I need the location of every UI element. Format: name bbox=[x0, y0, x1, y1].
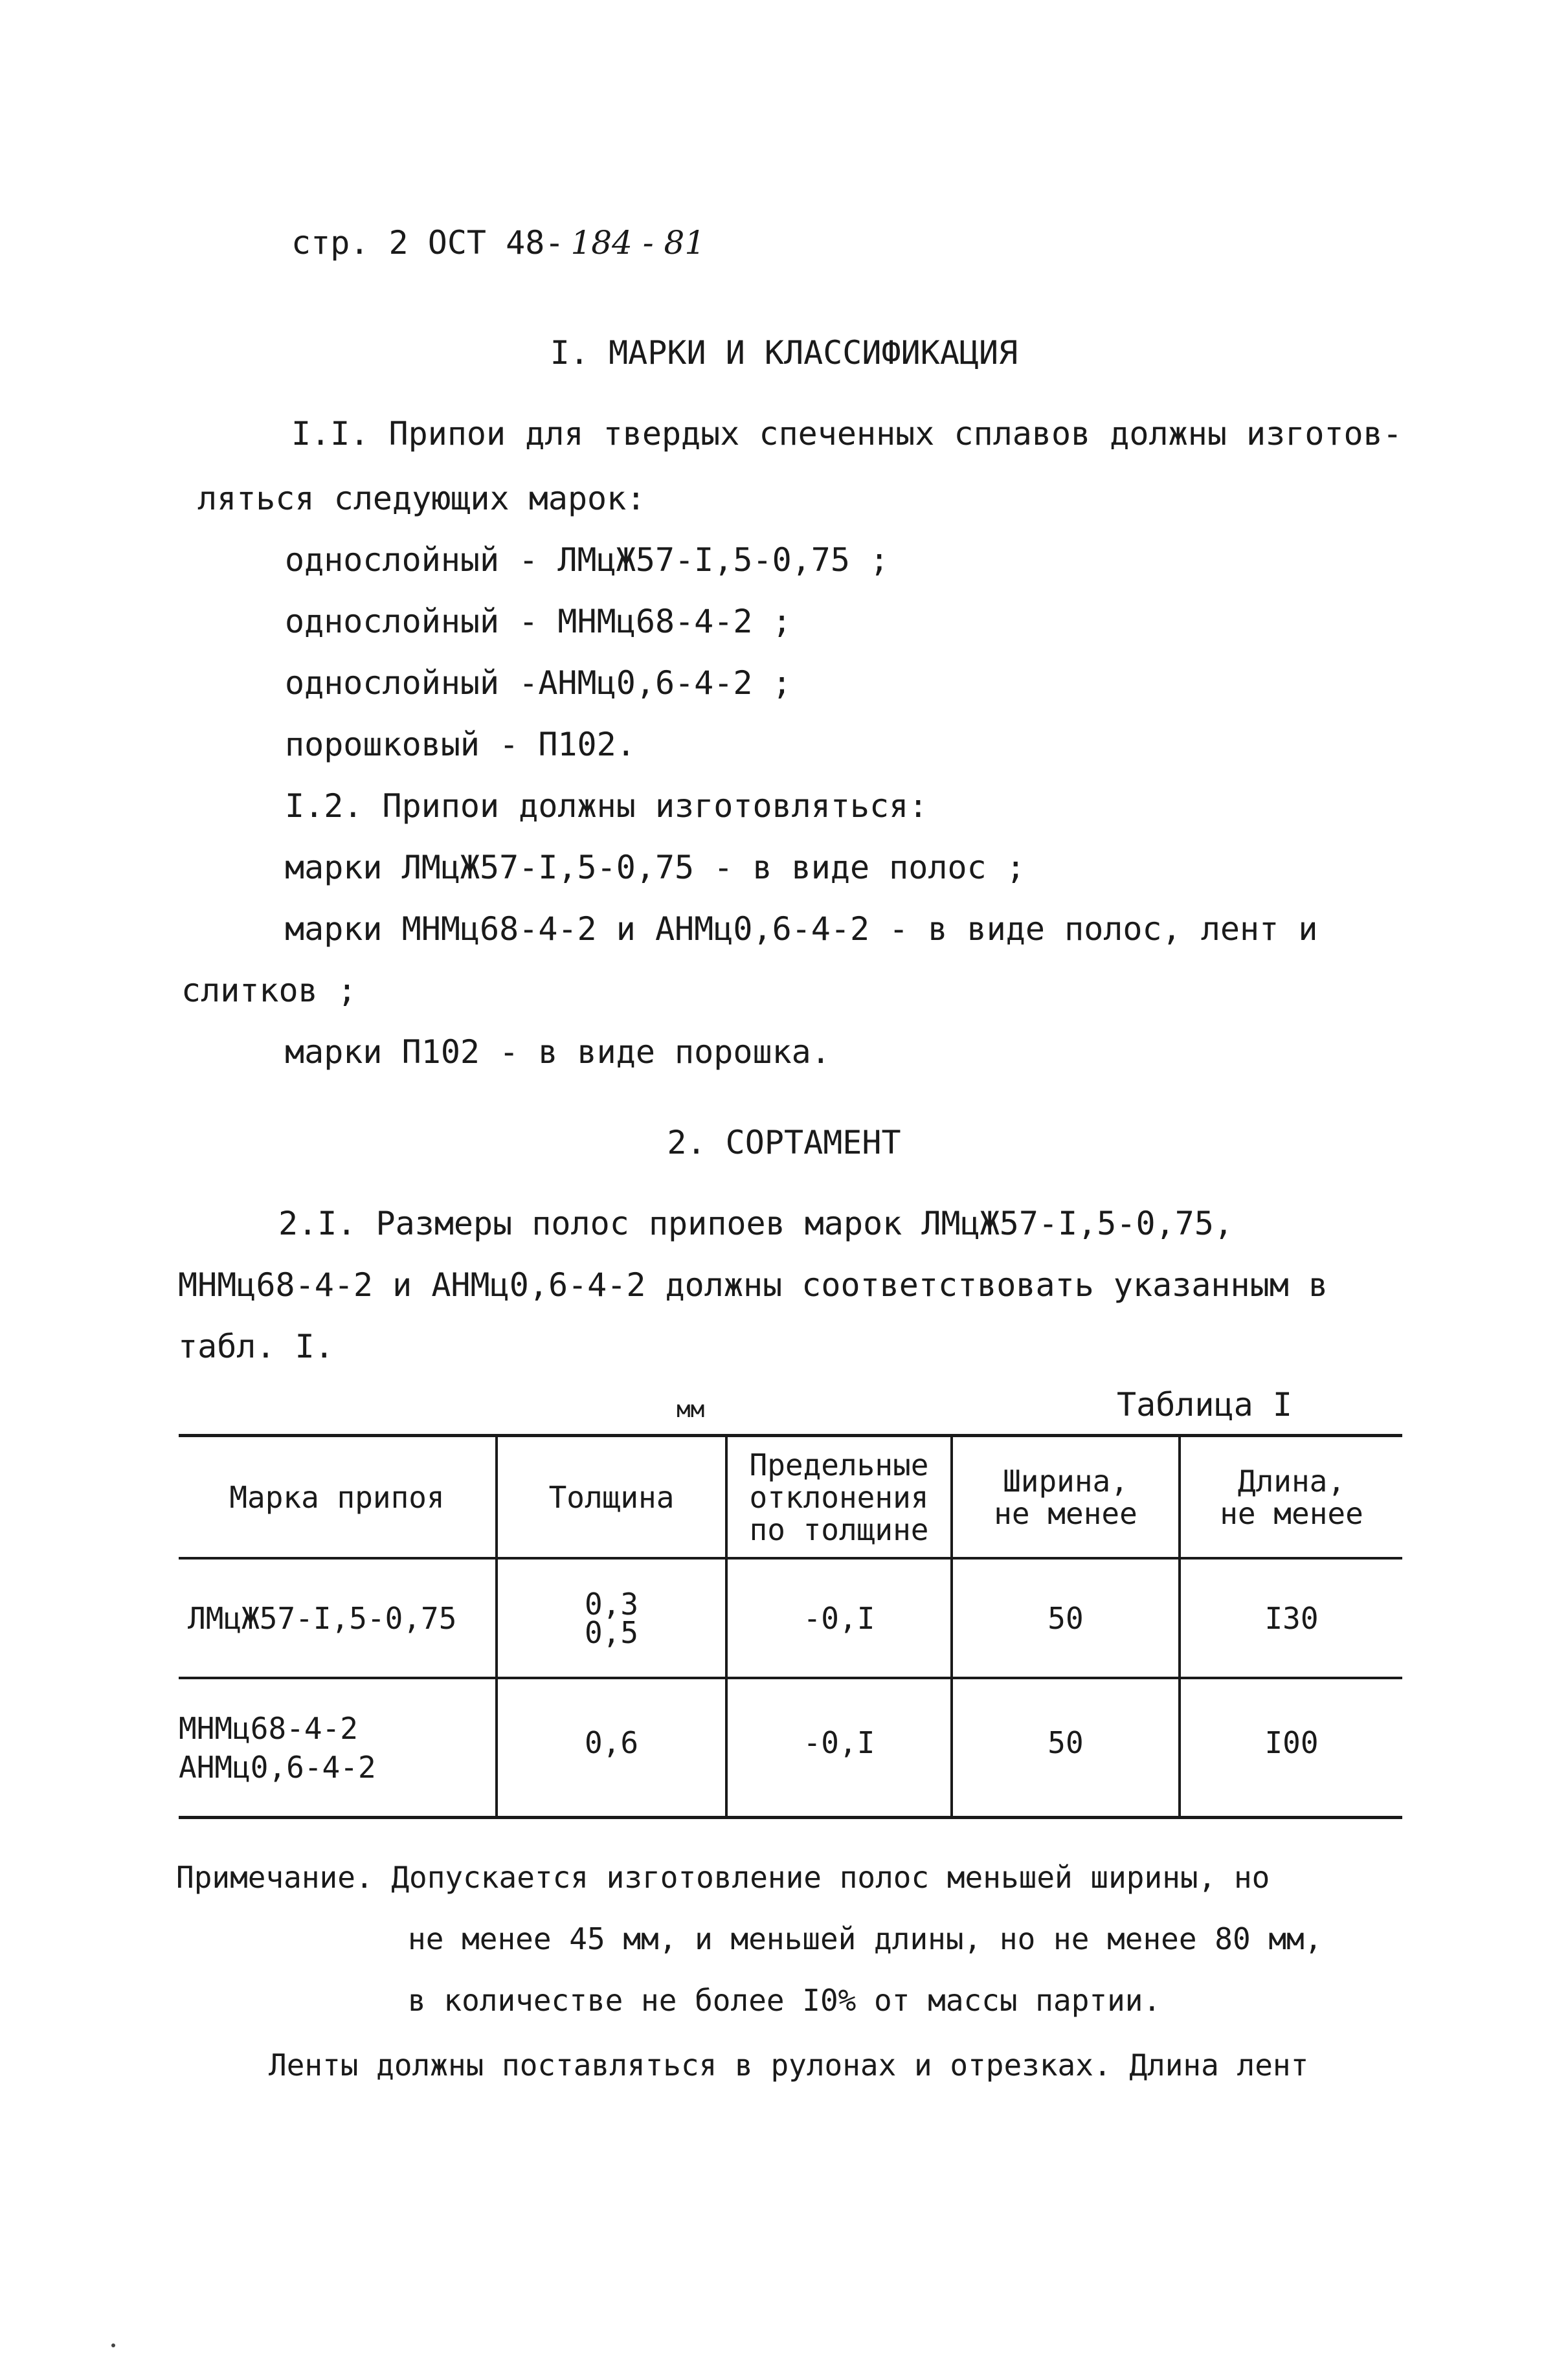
note-line-2: не менее 45 мм, и меньшей длины, но не менее 80 мм, bbox=[408, 1921, 1323, 1956]
section-2-title: 2. СОРТАМЕНТ bbox=[667, 1124, 901, 1161]
page-reference bbox=[291, 223, 705, 262]
table-bottom-rule bbox=[179, 1816, 1402, 1819]
thickness-value: 0,5 bbox=[584, 1615, 639, 1650]
header-text: Длина, bbox=[1237, 1463, 1346, 1499]
last-paragraph-line: Ленты должны поставляться в рулонах и отрезках. Длина лент bbox=[269, 2048, 1309, 2083]
form-list-item: слитков ; bbox=[181, 972, 357, 1009]
table-caption: Таблица I bbox=[1117, 1386, 1292, 1424]
table-header-thickness: Толщина bbox=[548, 1479, 675, 1515]
paragraph-2-1-line-2: МНМц68-4-2 и АНМц0,6-4-2 должны соответствовать указанным в bbox=[178, 1266, 1328, 1304]
header-text: по толщине bbox=[749, 1512, 929, 1547]
table-row bbox=[179, 1679, 495, 1816]
header-text: не менее bbox=[994, 1495, 1137, 1531]
table-row bbox=[188, 1560, 495, 1677]
note-line-1: Примечание. Допускается изготовление полос меньшей ширины, но bbox=[176, 1860, 1270, 1895]
header-text: Предельные bbox=[749, 1447, 929, 1482]
cell-length: I00 bbox=[1264, 1725, 1319, 1760]
table-units: мм bbox=[677, 1396, 705, 1423]
cell-thickness bbox=[498, 1560, 725, 1677]
table-header-deviation bbox=[728, 1437, 950, 1557]
cell-length: I30 bbox=[1264, 1600, 1319, 1636]
paragraph-2-1-line-3: табл. I. bbox=[178, 1328, 334, 1365]
cell-width: 50 bbox=[1047, 1725, 1084, 1760]
paragraph-1-1-line-1: I.I. Припои для твердых спеченных сплавов должны изготов- bbox=[291, 415, 1402, 453]
table-header-width bbox=[953, 1437, 1178, 1557]
cell-grade: МНМц68-4-2 bbox=[179, 1710, 358, 1746]
form-list-item: марки МНМц68-4-2 и АНМц0,6-4-2 - в виде полос, лент и bbox=[285, 910, 1318, 948]
form-list-item: марки ЛМцЖ57-I,5-0,75 - в виде полос ; bbox=[285, 849, 1025, 886]
note-line-3: в количестве не более I0% от массы партии. bbox=[408, 1983, 1161, 2018]
header-text: отклонения bbox=[749, 1479, 929, 1515]
header-text: не менее bbox=[1220, 1495, 1363, 1531]
header-text: Ширина, bbox=[1003, 1463, 1128, 1499]
cell-deviation: -0,I bbox=[803, 1600, 875, 1636]
cell-deviation: -0,I bbox=[803, 1725, 875, 1760]
cell-grade: АНМц0,6-4-2 bbox=[179, 1749, 376, 1785]
paragraph-2-1-line-1: 2.I. Размеры полос припоев марок ЛМцЖ57-I,5-0,75, bbox=[278, 1205, 1234, 1242]
page-ref-handwritten: 184 - 81 bbox=[570, 224, 706, 262]
section-1-title: I. МАРКИ И КЛАССИФИКАЦИЯ bbox=[550, 334, 1018, 372]
grade-list-item: однослойный - МНМц68-4-2 ; bbox=[285, 603, 792, 640]
paragraph-1-2-title: I.2. Припои должны изготовляться: bbox=[285, 787, 928, 825]
grade-list-item: однослойный - ЛМцЖ57-I,5-0,75 ; bbox=[285, 541, 890, 579]
form-list-item: марки П102 - в виде порошка. bbox=[285, 1033, 831, 1071]
grade-list-item: порошковый - П102. bbox=[285, 726, 636, 763]
cell-grade: ЛМцЖ57-I,5-0,75 bbox=[188, 1600, 457, 1636]
paragraph-1-1-line-2: ляться следующих марок: bbox=[197, 480, 646, 517]
table-header-grade: Марка припоя bbox=[229, 1479, 445, 1515]
cell-thickness: 0,6 bbox=[584, 1725, 639, 1760]
page-ref-prefix: стр. 2 ОСТ 48- bbox=[291, 224, 565, 262]
table-header-length bbox=[1181, 1437, 1402, 1557]
grade-list-item: однослойный -АНМц0,6-4-2 ; bbox=[285, 664, 792, 702]
scan-speck bbox=[111, 2343, 115, 2347]
thickness-value: 0,3 bbox=[584, 1586, 639, 1622]
cell-width: 50 bbox=[1047, 1600, 1084, 1636]
